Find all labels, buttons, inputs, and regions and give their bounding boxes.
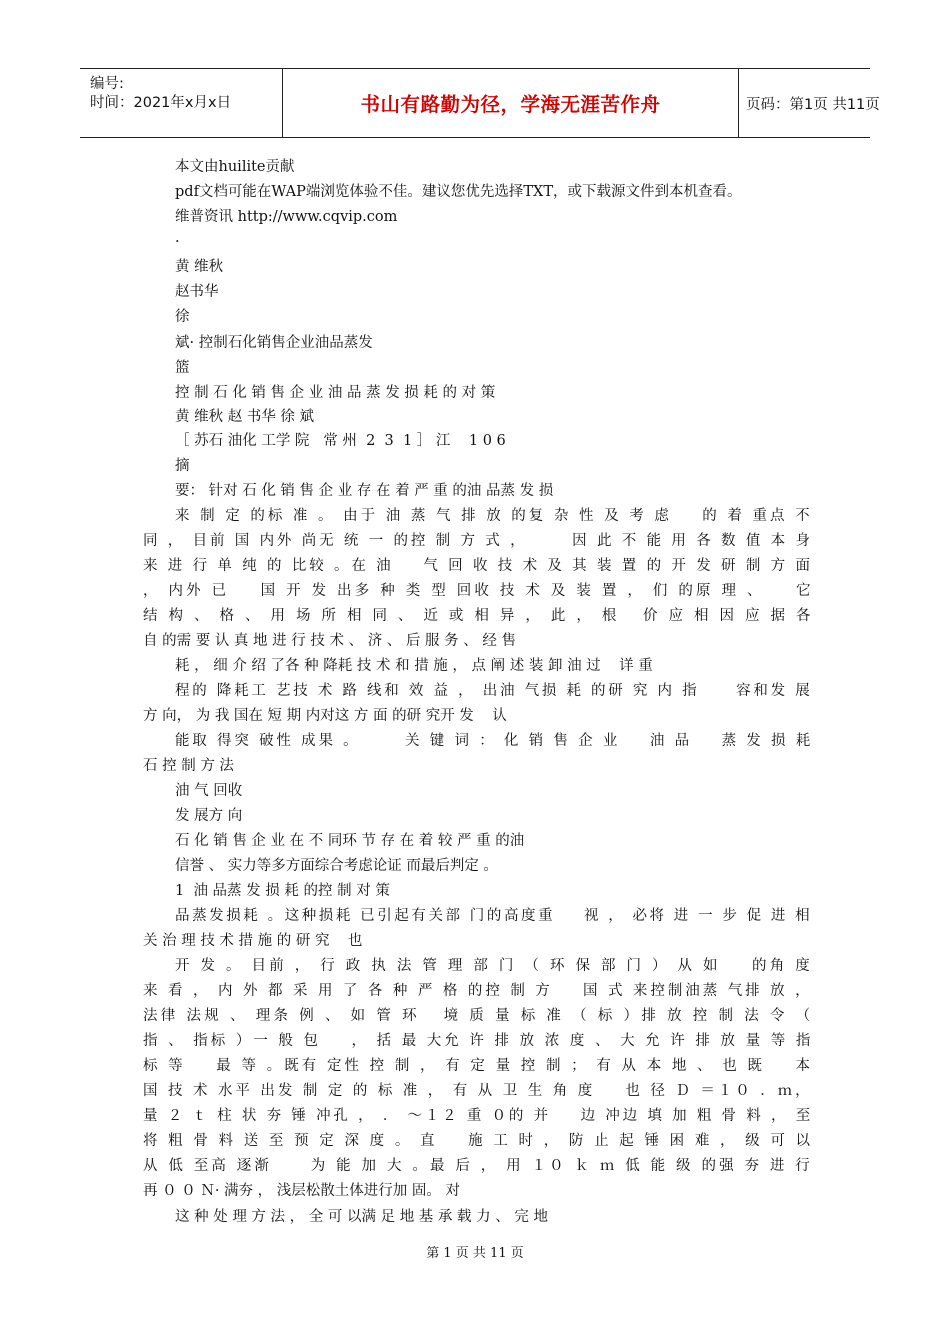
body-line: 再 ０ ０ Ｎ· 满夯 ， 浅层松散土体进行加 固。 对 (143, 1183, 460, 1199)
body-line: 篮 (175, 360, 190, 376)
body-line: 要： 针对 石 化 销 售 企 业 存 在 着 严 重 的油 品蒸 发 损 (175, 483, 554, 499)
header-page-info: 页码：第1页 共11页 (746, 97, 880, 113)
body-line: 徐 (175, 309, 190, 325)
body-line: 自 的需 要 认 真 地 进 行 技 术 、 济 、 后 服 务 、 经 售 (143, 633, 516, 649)
body-line: 国 技 术 水平 出发 制 定 的 标 准 ， 有 从 卫 生 角 度 也 径 Ｄ ＝１０ ．ｍ， (143, 1083, 813, 1099)
body-line: 开 发 。 目前 ， 行 政 执 法 管 理 部 门 （ 环 保 部 门 ） 从 如 的角 度 (175, 958, 813, 974)
body-line: 将 粗 骨 料 送 至 预 定 深 度 。 直 施 工 时 ， 防 止 起 锤 困 难 ， 级 可 以 (143, 1133, 814, 1149)
body-line: 发 展方 向 (175, 808, 243, 824)
body-line: 结 构 、 格 、 用 场 所 相 同 、 近 或 相 异 ， 此 ， 根 价 应 相 因 应 据 各 (143, 608, 814, 624)
body-line: 摘 (175, 458, 190, 474)
body-line: 油 气 回收 (175, 783, 243, 799)
body-line: 控 制 石 化 销 售 企 业 油 品 蒸 发 损 耗 的 对 策 (175, 385, 496, 401)
body-line: 这 种 处 理 方 法 ， 全 可 以满 足 地 基 承 载 力 、 完 地 (175, 1209, 548, 1225)
body-line: 维普资讯 http://www.cqvip.com (175, 209, 398, 225)
body-line: 能取 得突 破性 成果 。 关 键 词 ： 化 销 售 企 业 油 品 蒸 发 损 耗 (175, 733, 814, 749)
doc-number-label: 编号: (90, 76, 124, 92)
body-line: 关 治 理 技 术 措 施 的 研 究 也 (143, 933, 363, 949)
body-line: 赵书华 (175, 284, 219, 300)
body-line: 品蒸发损耗 。这种损耗 已引起有关部 门的高度重 视 ， 必将 进 一 步 促 进 相 (175, 908, 813, 924)
header-motto: 书山有路勤为径，学海无涯苦作舟 (360, 93, 661, 116)
body-line: 从 低 至高 逐渐 为 能 加 大 。最 后 ， 用 １０ ｋ ｍ 低 能 级 的强 夯 进 行 (143, 1158, 813, 1174)
body-line: 本文由huilite贡献 (175, 159, 295, 175)
body-line: 来 看 ， 内 外 都 采 用 了 各 种 严 格 的控 制 方 国 式 来控制油蒸 气排 放 ， (143, 983, 813, 999)
body-line: · (175, 234, 180, 250)
body-line: 黄 维秋 (175, 259, 224, 275)
body-line: ［ 苏石 油化 工学 院 常 州 2 3 1 ］ 江 1 0 6 (175, 433, 506, 449)
body-line: pdf文档可能在WAP端浏览体验不佳。建议您优先选择TXT，或下载源文件到本机查看。 (175, 184, 742, 200)
body-line: 同 ， 目前 国 内外 尚无 统 一 的控 制 方 式 ， 因 此 不 能 用 各 数 值 本 身 (143, 533, 813, 549)
body-line: 石 化 销 售 企 业 在 不 同环 节 存 在 着 较 严 重 的油 (175, 833, 525, 849)
body-line: 耗 ， 细 介 绍 了各 种 降耗 技 术 和 措 施 ， 点 阐 述 装 卸 油 过 详 重 (175, 658, 653, 674)
body-line: 石 控 制 方 法 (143, 758, 234, 774)
body-line: 来 制 定 的标 准 。 由于 油 蒸 气 排 放 的复 杂 性 及 考 虑 的 着 重点 不 (175, 508, 813, 524)
doc-time-label: 时间：2021年x月x日 (90, 95, 232, 111)
body-line: ， 内外 已 国 开 发 出多 种 类 型 回收 技 术 及 装 置 ， 们 的原 理 、 它 (143, 583, 814, 599)
body-line: 黄 维秋 赵 书华 徐 斌 (175, 409, 315, 425)
body-line: 来 进 行 单 纯 的 比较 。在 油 气 回 收 技 术 及 其 装 置 的 开 发 研 制 方 面 (143, 558, 813, 574)
body-line: 量 ２ ｔ 柱 状 夯 锤 冲孔 ， ． ～１２ 重 ０的 并 边 冲边 填 加 粗 骨 料 ， 至 (143, 1108, 814, 1124)
page-footer: 第 1 页 共 11 页 (426, 1246, 524, 1261)
body-line: 法律 法规 、 理条 例 、 如 管 环 境 质 量 标 准 （ 标 ）排 放 控 制 法 令 （ (143, 1008, 814, 1024)
body-line: 方 向， 为 我 国在 短 期 内对这 方 面 的研 究开 发 认 (143, 708, 507, 724)
body-line: 1 油 品蒸 发 损 耗 的控 制 对 策 (175, 883, 390, 899)
body-line: 程的 降耗工 艺技 术 路 线和 效 益 ， 出油 气损 耗 的研 究 内 指 容和发 展 (175, 683, 813, 699)
body-line: 信誉 、 实力等多方面综合考虑论证 而最后判定 。 (175, 858, 498, 874)
body-line: 指 、 指标 ）一 般 包 ， 括 最 大允 许 排 放 浓 度 、 大 允 许 排 放 量 等 指 (143, 1033, 814, 1049)
body-line: 斌· 控制石化销售企业油品蒸发 (175, 335, 373, 351)
body-line: 标 等 最 等 。既有 定性 控 制 ， 有 定 量 控 制 ； 有 从 本 地 、 也 既 本 (143, 1058, 814, 1074)
